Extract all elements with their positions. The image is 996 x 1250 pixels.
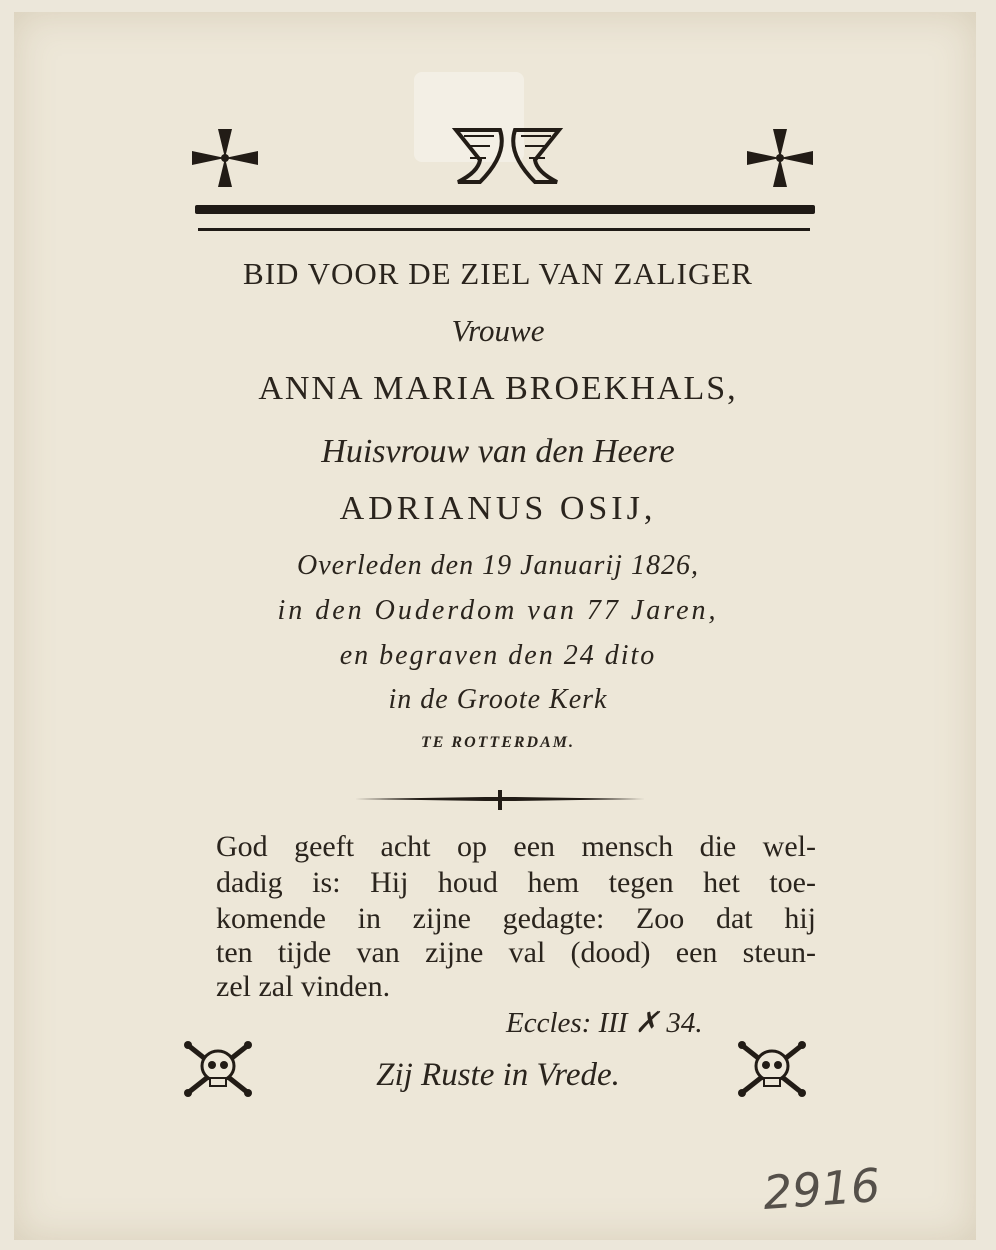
verse-line: komende in zijne gedagte: Zoo dat hij <box>216 902 816 935</box>
age-line: in den Ouderdom van 77 Jaren, <box>277 595 719 626</box>
verse-line: dadig is: Hij houd hem tegen het toe- <box>216 866 816 899</box>
handwritten-number: 2916 <box>761 1157 882 1221</box>
burial-line: en begraven den 24 dito <box>339 640 657 671</box>
husband-name: ADRIANUS OSIJ, <box>339 490 657 527</box>
verse-reference: Eccles: III ✗ 34. <box>506 1007 703 1039</box>
closing-line: Zij Ruste in Vrede. <box>376 1057 620 1093</box>
cross-pattee-icon <box>190 127 260 189</box>
header-rule-thick <box>195 205 815 214</box>
relation-line: Huisvrouw van den Heere <box>321 433 675 470</box>
church-line: in de Groote Kerk <box>388 684 608 715</box>
death-date-line: Overleden den 19 Januarij 1826, <box>297 550 699 581</box>
title-word: Vrouwe <box>451 313 545 348</box>
city-line: TE ROTTERDAM. <box>420 734 575 751</box>
header-rule-thin <box>198 228 810 231</box>
cross-pattee-icon <box>745 127 815 189</box>
cross-divider <box>355 790 645 810</box>
deceased-name: ANNA MARIA BROEKHALS, <box>258 370 738 407</box>
verse-line: zel zal vinden. <box>216 970 391 1003</box>
verse-line: God geeft acht op een mensch die wel- <box>216 830 816 863</box>
card-header: BID VOOR DE ZIEL VAN ZALIGER <box>243 256 753 291</box>
verse-line: ten tijde van zijne val (dood) een steun- <box>216 936 816 969</box>
crossed-torches-icon <box>450 124 565 192</box>
